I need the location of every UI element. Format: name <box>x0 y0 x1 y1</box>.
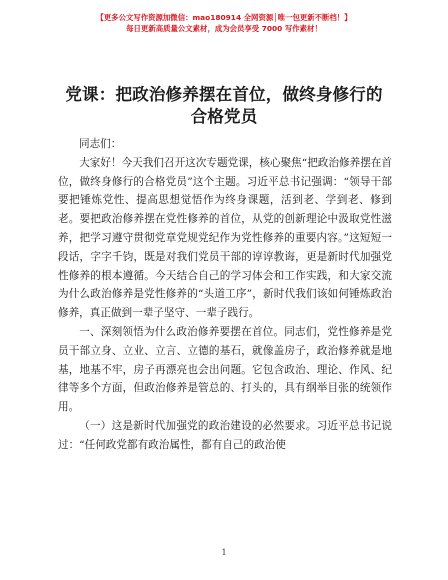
paragraph-2: 一、深刻领悟为什么政治修养要摆在首位。同志们，党性修养是党员干部立身、立业、立言、立德的基石，就像盖房子，政治修养就是地基，地基不牢，房子再漂亮也会出问题。它包含政治、理论、作风、纪律等多个方面，但政治修养是管总的、打头的，具有纲举目张的统领作用。 <box>58 325 392 414</box>
document-title: 党课：把政治修养摆在首位，做终身修行的合格党员 <box>65 85 383 126</box>
paragraph-3: （一）这是新时代加强党的政治建设的必然要求。习近平总书记说过：“任何政党都有政治属性，都有自己的政治使 <box>58 419 392 451</box>
promo-banner-line-2: 每日更新高质量公文素材，成为会员享受 7000 写作素材！ <box>126 24 322 33</box>
page-number: 1 <box>221 548 227 557</box>
paragraph-1: 大家好！今天我们召开这次专题党课，核心聚焦“把政治修养摆在首位，做终身修行的合格党员”这个主题。习近平总书记强调：“领导干部要把锤炼党性、提高思想觉悟作为终身课题，活到老、学到老、修到老。要把政治修养摆在党性修养的首位，从党的创新理论中汲取党性滋养，把学习遵守贯彻党章党规党纪作为党性修养的重要内容。”这短短一段话，字字千钧，既是对我们党员干部的谆谆教诲，更是新时代加强党性修养的根本遵循。今天结合自己的学习体会和工作实践，和大家交流为什么政治修养是党性修养的“头道工序”，新时代我们该如何锤炼政治修养，真正做到一辈子坚守、一辈子践行。 <box>58 156 392 320</box>
document-body <box>58 135 392 455</box>
promo-banner-line-1: 【更多公文写作资源加微信：mao180914 全网资源│唯一包更新不断档！】 <box>96 13 352 22</box>
greeting: 同志们： <box>79 138 122 150</box>
promo-banner <box>0 12 448 34</box>
